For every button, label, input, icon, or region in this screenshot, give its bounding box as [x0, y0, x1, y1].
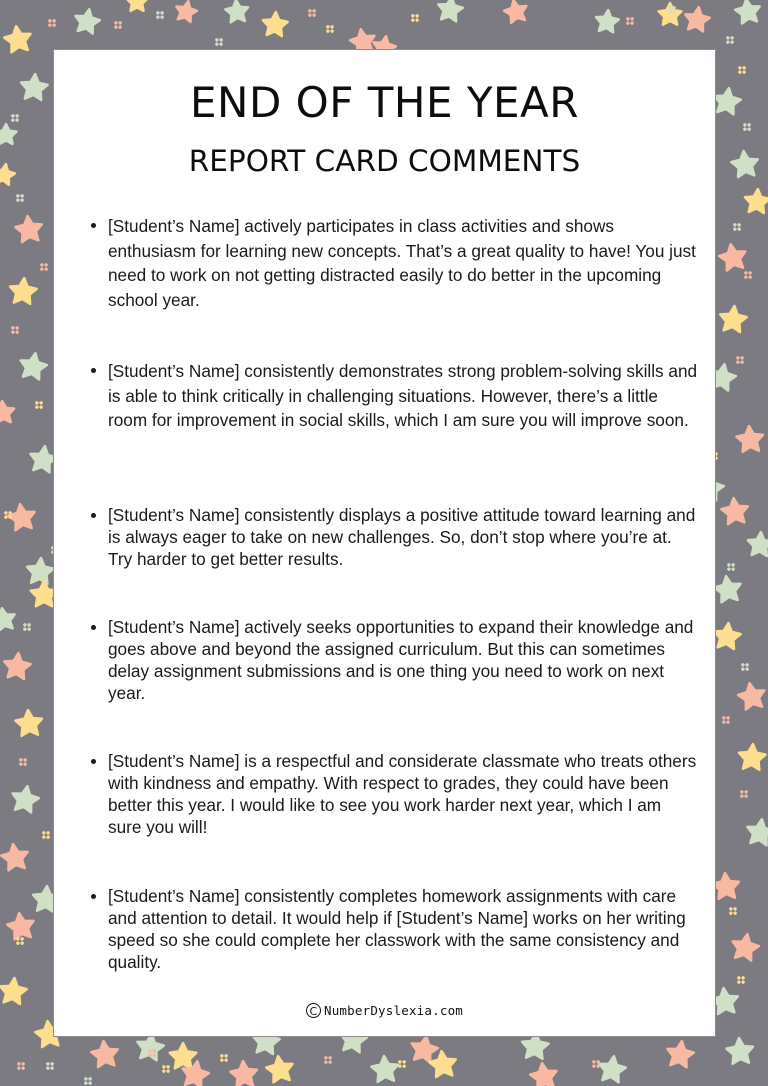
footer-credit [54, 1002, 715, 1018]
star-icon [174, 0, 199, 23]
page-subtitle: REPORT CARD COMMENTS [188, 144, 581, 178]
sparkle-icon [111, 18, 124, 31]
star-icon [230, 1060, 258, 1086]
star-icon [409, 1034, 440, 1064]
star-icon [738, 743, 766, 770]
bullet-icon [91, 513, 96, 518]
sparkle-icon [45, 16, 58, 29]
sparkle-icon [741, 268, 754, 281]
star-icon [683, 5, 711, 32]
star-icon [713, 622, 742, 650]
sparkle-icon [16, 755, 29, 768]
star-icon [745, 817, 768, 846]
star-icon [0, 842, 30, 871]
star-icon [3, 24, 33, 53]
sparkle-icon [20, 620, 33, 633]
star-icon [20, 73, 49, 101]
sparkle-icon [733, 353, 746, 366]
star-icon [10, 784, 41, 814]
comment-item [108, 885, 698, 973]
star-icon [436, 0, 464, 22]
sparkle-icon [8, 323, 21, 336]
star-icon [18, 351, 49, 381]
star-icon [736, 425, 764, 452]
star-icon [262, 11, 288, 36]
star-icon [26, 557, 54, 584]
sparkle-icon [39, 828, 52, 841]
star-icon [14, 215, 43, 243]
star-icon [0, 124, 17, 144]
sparkle-icon [737, 787, 750, 800]
sparkle-icon [14, 1059, 27, 1072]
star-icon [595, 9, 620, 33]
star-icon [0, 606, 17, 631]
star-icon [712, 872, 740, 899]
sparkle-icon [321, 1053, 334, 1066]
sparkle-icon [43, 1059, 56, 1072]
sparkle-icon [623, 14, 636, 27]
comment-text: [Student’s Name] actively seeks opportunities to expand their knowledge and goes above and beyond the assigned curriculum. But this can sometimes delay assignment submissions and is one thing you need to work on next year. [108, 617, 694, 703]
star-icon [713, 574, 743, 603]
sparkle-icon [723, 33, 736, 46]
comment-item [108, 359, 698, 433]
comment-text: [Student’s Name] consistently completes homework assignments with care and attention to detail. It would help if [Student’s Name] works on her writing speed so she could complete her classwork with the same consistency and quality. [108, 886, 686, 972]
bullet-icon [91, 368, 96, 373]
star-icon [225, 0, 250, 23]
star-icon [712, 86, 742, 115]
sparkle-icon [212, 35, 225, 48]
star-icon [521, 1032, 549, 1059]
bullet-icon [91, 625, 96, 630]
sparkle-icon [735, 63, 748, 76]
report-card-panel [54, 50, 715, 1036]
sparkle-icon [217, 1051, 230, 1064]
comment-text: [Student’s Name] actively participates in class activities and shows enthusiasm for learning new concepts. That’s a great quality to have! You just need to work on not getting distracted easily to do better in the upcoming school year. [108, 216, 696, 310]
comment-item [108, 504, 698, 570]
sparkle-icon [37, 260, 50, 273]
sparkle-icon [323, 22, 336, 35]
star-icon [371, 1055, 399, 1082]
sparkle-icon [153, 8, 166, 21]
sparkle-icon [408, 11, 421, 24]
bullet-icon [91, 894, 96, 899]
comment-text: [Student’s Name] consistently demonstrates strong problem-solving skills and is able to think critically in challenging situations. However, there’s a little room for improvement in social skills, which I am sure you will improve soon. [108, 361, 698, 430]
star-icon [0, 977, 28, 1005]
star-icon [3, 652, 32, 680]
star-icon [6, 911, 36, 940]
star-icon [717, 242, 748, 272]
bullet-icon [91, 223, 96, 228]
star-icon [597, 1054, 627, 1083]
sparkle-icon [13, 191, 26, 204]
star-icon [747, 531, 768, 556]
star-icon [73, 7, 102, 34]
comment-item [108, 750, 698, 838]
page-title: END OF THE YEAR [190, 78, 579, 127]
star-icon [0, 400, 15, 423]
comment-item [108, 214, 698, 312]
star-icon [730, 932, 761, 962]
sparkle-icon [724, 560, 737, 573]
sparkle-icon [730, 220, 743, 233]
star-icon [719, 305, 748, 333]
star-icon [127, 0, 148, 11]
comment-text: [Student’s Name] is a respectful and considerate classmate who treats others with kindness and empathy. With respect to grades, they could have been better this year. I would like to see you work harder next year, which I am sure you will! [108, 751, 697, 837]
star-icon [736, 681, 767, 711]
star-icon [529, 1061, 559, 1086]
sparkle-icon [305, 6, 318, 19]
star-icon [734, 0, 762, 24]
comment-item [108, 616, 698, 704]
star-icon [502, 0, 529, 24]
sparkle-icon [8, 111, 21, 124]
sparkle-icon [738, 660, 751, 673]
sparkle-icon [734, 973, 747, 986]
sparkle-icon [159, 1062, 172, 1075]
star-icon [170, 1043, 197, 1068]
star-icon [726, 1037, 754, 1064]
star-icon [665, 1039, 695, 1068]
sparkle-icon [32, 398, 45, 411]
sparkle-icon [740, 120, 753, 133]
sparkle-icon [726, 904, 739, 917]
copyright-icon: C [306, 1003, 321, 1018]
sparkle-icon [719, 713, 732, 726]
star-icon [720, 497, 749, 525]
star-icon [428, 1050, 457, 1078]
star-icon [90, 1040, 119, 1068]
site-link[interactable]: NumberDyslexia.com [323, 1003, 464, 1018]
star-icon [15, 709, 43, 736]
star-icon [0, 162, 16, 185]
sparkle-icon [81, 1074, 94, 1086]
star-icon [730, 150, 759, 178]
star-icon [744, 188, 768, 213]
bullet-icon [91, 759, 96, 764]
star-icon [9, 277, 38, 305]
star-icon [265, 1054, 295, 1083]
comment-text: [Student’s Name] consistently displays a positive attitude toward learning and is always eager to take on new challenges. So, don’t stop where you’re at. Try harder to get better results. [108, 505, 696, 569]
